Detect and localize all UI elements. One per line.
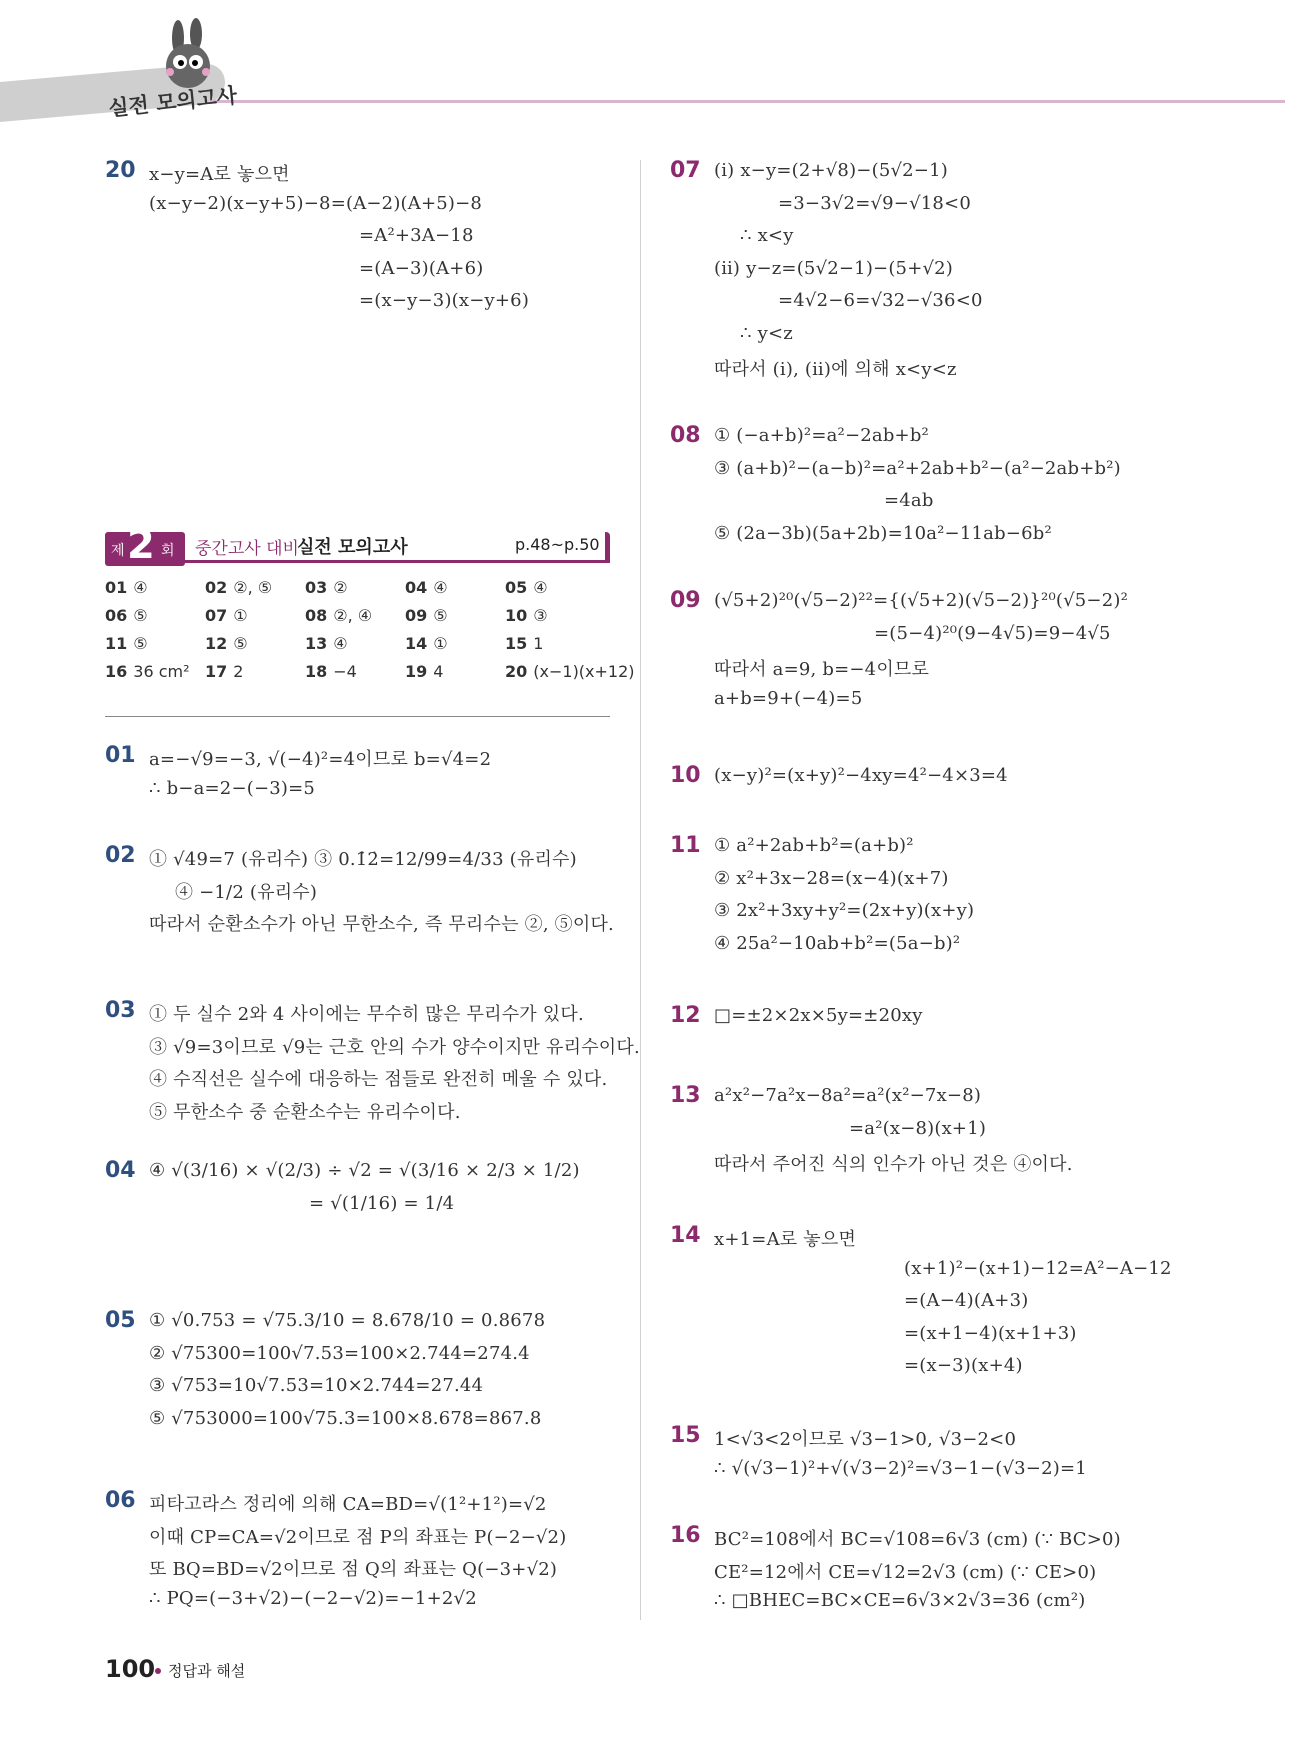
answer-number: 19 [405, 662, 428, 681]
answer-item-09 [405, 606, 448, 625]
left-solution-line: ③ √9=3이므로 √9는 근호 안의 수가 양수이지만 유리수이다. [149, 1036, 640, 1058]
right-solution-line: (ⅰ) x−y=(2+√8)−(5√2−1) [714, 160, 948, 181]
answer-value: ②, ⑤ [233, 578, 273, 597]
right-solution-line: ③ 2x²+3xy+y²=(2x+y)(x+y) [714, 900, 975, 921]
right-solution-line: ② x²+3x−28=(x−4)(x+7) [714, 867, 949, 889]
answer-number: 16 [105, 662, 128, 681]
answer-number: 07 [205, 606, 228, 625]
right-problem-number-08: 08 [670, 423, 701, 448]
right-solution-line: a+b=9+(−4)=5 [714, 687, 863, 709]
column-divider [640, 160, 641, 1620]
right-solution-line: ∴ √(√3−1)²+√(√3−2)²=√3−1−(√3−2)=1 [714, 1457, 1087, 1479]
left-problem-number-02: 02 [105, 843, 136, 868]
right-solution-line: =(A−4)(A+3) [904, 1290, 1029, 1311]
right-problem-number-10: 10 [670, 763, 701, 788]
right-solution-line: BC²=108에서 BC=√108=6√3 (cm) (∵ BC>0) [714, 1529, 1121, 1550]
answer-number: 15 [505, 634, 528, 653]
answer-item-08 [305, 606, 372, 625]
answer-value: ④ [333, 634, 348, 653]
left-solution-line: 따라서 순환소수가 아닌 무한소수, 즉 무리수는 ②, ⑤이다. [149, 914, 614, 935]
right-solution-line: ③ (a+b)²−(a−b)²=a²+2ab+b²−(a²−2ab+b²) [714, 457, 1121, 479]
answer-value: ③ [533, 606, 548, 625]
answer-box-header [105, 522, 610, 568]
answer-item-11 [105, 634, 148, 653]
left-solution-line: =(A−3)(A+6) [359, 257, 484, 279]
answer-number: 10 [505, 606, 528, 625]
right-solution-line: =(x−3)(x+4) [904, 1355, 1023, 1376]
answer-item-03 [305, 578, 348, 597]
left-problem-number-04: 04 [105, 1158, 136, 1183]
right-solution-line: ∴ y<z [740, 322, 793, 344]
answer-value: ④ [433, 578, 448, 597]
right-solution-line: (ⅱ) y−z=(5√2−1)−(5+√2) [714, 257, 954, 279]
answer-value: ⑤ [233, 634, 248, 653]
right-solution-line: (x+1)²−(x+1)−12=A²−A−12 [904, 1257, 1172, 1279]
left-problem-number-01: 01 [105, 743, 136, 768]
left-solution-line: ⑤ √753000=100√75.3=100×8.678=867.8 [149, 1407, 542, 1429]
answer-value: ⑤ [133, 606, 148, 625]
left-solution-line: ④ −1/2 (유리수) [175, 881, 318, 903]
answer-item-17 [205, 662, 243, 681]
left-solution-line: ④ 수직선은 실수에 대응하는 점들로 완전히 메울 수 있다. [149, 1069, 608, 1090]
right-solution-line: 1<√3<2이므로 √3−1>0, √3−2<0 [714, 1429, 1017, 1450]
answer-value: ① [233, 606, 248, 625]
answer-box-corner [605, 532, 610, 563]
left-solution-line: 또 BQ=BD=√2이므로 점 Q의 좌표는 Q(−3+√2) [149, 1559, 558, 1580]
right-problem-number-16: 16 [670, 1523, 701, 1548]
badge-post: 회 [161, 543, 175, 559]
right-solution-line: 따라서 (ⅰ), (ⅱ)에 의해 x<y<z [714, 359, 957, 380]
answer-item-02 [205, 578, 272, 597]
answer-item-20 [505, 662, 635, 681]
left-solution-line: ① 두 실수 2와 4 사이에는 무수히 많은 무리수가 있다. [149, 1004, 584, 1025]
answer-value: 2 [233, 662, 244, 681]
right-solution-line: =4√2−6=√32−√36<0 [778, 290, 983, 311]
answer-box-rule [185, 560, 610, 563]
badge-pre: 제 [111, 543, 125, 559]
right-problem-number-14: 14 [670, 1223, 701, 1248]
round-badge [105, 522, 185, 568]
answer-number: 17 [205, 662, 228, 681]
right-solution-line: ① (−a+b)²=a²−2ab+b² [714, 425, 929, 446]
right-problem-number-07: 07 [670, 158, 701, 183]
answer-number: 13 [305, 634, 328, 653]
left-solution-line: (x−y−2)(x−y+5)−8=(A−2)(A+5)−8 [149, 192, 483, 214]
answer-value: 4 [433, 662, 444, 681]
right-solution-line: ∴ x<y [740, 225, 794, 246]
right-solution-line: ④ 25a²−10ab+b²=(5a−b)² [714, 932, 961, 954]
answer-number: 12 [205, 634, 228, 653]
header-rule [210, 100, 1285, 103]
answer-value: (x−1)(x+12) [533, 662, 635, 681]
answer-value: ⑤ [133, 634, 148, 653]
right-solution-line: =4ab [884, 490, 934, 511]
right-solution-line: a²x²−7a²x−8a²=a²(x²−7x−8) [714, 1085, 982, 1106]
answer-number: 02 [205, 578, 228, 597]
answer-number: 01 [105, 578, 128, 597]
left-solution-line: 이때 CP=CA=√2이므로 점 P의 좌표는 P(−2−√2) [149, 1526, 567, 1548]
answer-value: ④ [133, 578, 148, 597]
answer-value: 1 [533, 634, 544, 653]
right-solution-line: =3−3√2=√9−√18<0 [778, 192, 971, 214]
answer-value: −4 [333, 662, 357, 681]
right-solution-line: =(x+1−4)(x+1+3) [904, 1322, 1077, 1344]
badge-number: 2 [127, 522, 155, 568]
right-solution-line: ∴ □BHEC=BC×CE=6√3×2√3=36 (cm²) [714, 1590, 1086, 1611]
right-problem-number-11: 11 [670, 833, 701, 858]
page-number: 100 [105, 1655, 156, 1683]
answer-number: 06 [105, 606, 128, 625]
answer-value: ② [333, 578, 348, 597]
left-solution-line: ③ √753=10√7.53=10×2.744=27.44 [149, 1375, 484, 1396]
answer-number: 03 [305, 578, 328, 597]
left-solution-line: ∴ b−a=2−(−3)=5 [149, 777, 316, 799]
left-solution-line: ① √49=7 (유리수) ③ 0.1̇2̇=12/99=4/33 (유리수) [149, 849, 577, 870]
answer-value: ②, ④ [333, 606, 373, 625]
answer-item-13 [305, 634, 348, 653]
answer-value: 36 cm² [133, 662, 190, 681]
answer-item-16 [105, 662, 190, 681]
right-solution-line: ① a²+2ab+b²=(a+b)² [714, 835, 914, 856]
right-solution-line: ⑤ (2a−3b)(5a+2b)=10a²−11ab−6b² [714, 522, 1052, 544]
answer-value: ④ [533, 578, 548, 597]
answer-item-19 [405, 662, 443, 681]
right-solution-line: =a²(x−8)(x+1) [849, 1117, 987, 1139]
right-solution-line: (√5+2)²⁰(√5−2)²²={(√5+2)(√5−2)}²⁰(√5−2)² [714, 590, 1129, 611]
answer-item-10 [505, 606, 548, 625]
right-solution-line: CE²=12에서 CE=√12=2√3 (cm) (∵ CE>0) [714, 1561, 1097, 1583]
answer-box-prefix: 중간고사 대비 [195, 539, 299, 559]
answer-number: 11 [105, 634, 128, 653]
right-solution-line: 따라서 주어진 식의 인수가 아닌 것은 ④이다. [714, 1154, 1073, 1175]
answer-item-15 [505, 634, 543, 653]
left-solution-line: a=−√9=−3, √(−4)²=4이므로 b=√4=2 [149, 749, 492, 770]
answer-number: 09 [405, 606, 428, 625]
left-problem-number-03: 03 [105, 998, 136, 1023]
answer-value: ⑤ [433, 606, 448, 625]
answer-item-05 [505, 578, 548, 597]
right-problem-number-15: 15 [670, 1423, 701, 1448]
answer-item-18 [305, 662, 357, 681]
answer-number: 08 [305, 606, 328, 625]
right-solution-line: 따라서 a=9, b=−4이므로 [714, 659, 930, 680]
left-solution-line: 피타고라스 정리에 의해 CA=BD=√(1²+1²)=√2 [149, 1494, 547, 1515]
answer-number: 14 [405, 634, 428, 653]
answer-box-separator [105, 716, 610, 717]
left-problem-number-05: 05 [105, 1308, 136, 1333]
left-solution-line: =(x−y−3)(x−y+6) [359, 290, 530, 311]
answer-box-pages: p.48~p.50 [515, 535, 600, 554]
right-problem-number-12: 12 [670, 1003, 701, 1028]
right-solution-line: □=±2×2x×5y=±20xy [714, 1005, 923, 1026]
header-title: 실전 모의고사 [107, 83, 239, 121]
left-solution-line: ① √0.753 = √75.3/10 = 8.678/10 = 0.8678 [149, 1310, 546, 1331]
left-solution-line: = √(1/16) = 1/4 [309, 1192, 455, 1214]
answer-item-12 [205, 634, 248, 653]
answer-number: 20 [505, 662, 528, 681]
right-problem-number-09: 09 [670, 588, 701, 613]
left-solution-line: =A²+3A−18 [359, 225, 474, 246]
footer-label: 정답과 해설 [168, 1662, 246, 1680]
answer-number: 05 [505, 578, 528, 597]
answer-item-04 [405, 578, 448, 597]
right-solution-line: x+1=A로 놓으면 [714, 1229, 857, 1250]
left-solution-line: ② √75300=100√7.53=100×2.744=274.4 [149, 1342, 530, 1364]
right-solution-line: (x−y)²=(x+y)²−4xy=4²−4×3=4 [714, 765, 1008, 786]
answer-item-14 [405, 634, 448, 653]
answer-value: ① [433, 634, 448, 653]
left-solution-line: x−y=A로 놓으면 [149, 164, 290, 185]
right-solution-line: =(5−4)²⁰(9−4√5)=9−4√5 [874, 622, 1111, 644]
answer-item-06 [105, 606, 148, 625]
answer-item-07 [205, 606, 248, 625]
answer-item-01 [105, 578, 148, 597]
left-problem-number-20: 20 [105, 158, 136, 183]
answer-number: 18 [305, 662, 328, 681]
right-problem-number-13: 13 [670, 1083, 701, 1108]
answer-number: 04 [405, 578, 428, 597]
left-problem-number-06: 06 [105, 1488, 136, 1513]
answer-box-title: 실전 모의고사 [297, 537, 408, 558]
left-solution-line: ∴ PQ=(−3+√2)−(−2−√2)=−1+2√2 [149, 1587, 477, 1609]
left-solution-line: ⑤ 무한소수 중 순환소수는 유리수이다. [149, 1101, 461, 1123]
footer-bullet [155, 1668, 161, 1674]
left-solution-line: ④ √(3/16) × √(2/3) ÷ √2 = √(3/16 × 2/3 × 1/2) [149, 1160, 580, 1181]
